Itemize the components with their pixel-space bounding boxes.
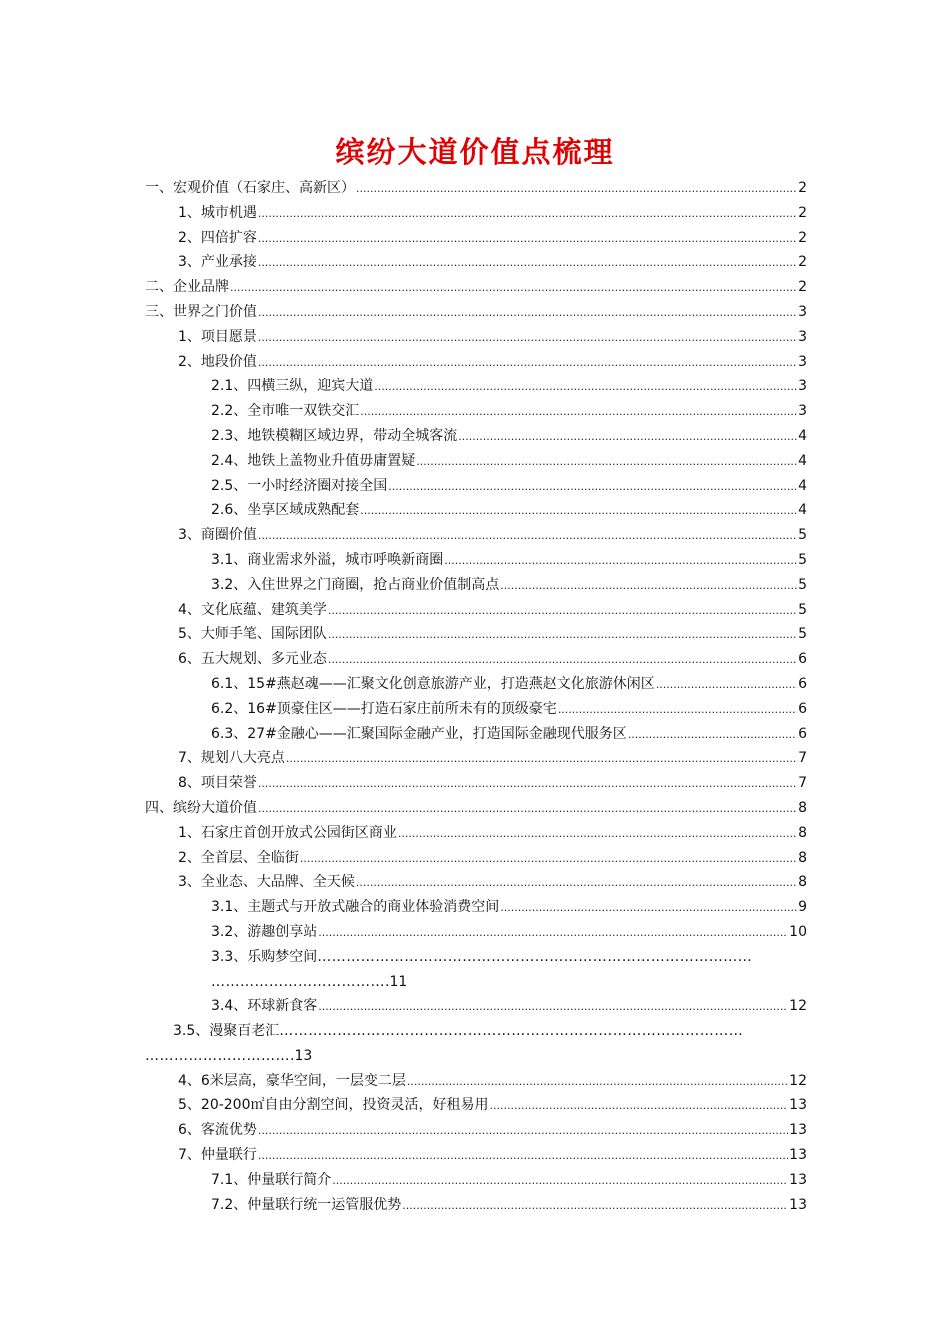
toc-leader-dots xyxy=(258,227,797,252)
toc-entry[interactable] xyxy=(145,1118,807,1143)
toc-leader-dots xyxy=(444,549,797,574)
toc-entry-label: 6、客流优势 xyxy=(178,1122,257,1139)
toc-page-number: 12 xyxy=(789,998,807,1015)
toc-entry-label: 4、6米层高，豪华空间，一层变二层 xyxy=(178,1072,406,1089)
toc-entry-label: 3、产业承接 xyxy=(178,254,257,271)
toc-leader-dots xyxy=(258,1144,788,1169)
toc-entry-label: 1、石家庄首创开放式公园街区商业 xyxy=(178,824,397,841)
toc-entry-wrapped[interactable] xyxy=(145,1019,807,1069)
toc-entry[interactable] xyxy=(145,771,807,796)
toc-leader-dots xyxy=(258,524,797,549)
toc-page-number: .13 xyxy=(290,1047,313,1064)
toc-leader-dots xyxy=(258,1119,788,1144)
toc-entry[interactable] xyxy=(145,697,807,722)
toc-entry-label: 2.1、四横三纵，迎宾大道 xyxy=(211,378,374,395)
toc-leader-dots xyxy=(258,301,797,326)
toc-entry-label: 3.3、乐购梦空间 xyxy=(211,948,318,965)
toc-entry-wrapped[interactable] xyxy=(145,945,807,995)
toc-page-number: 3 xyxy=(798,378,807,395)
toc-leader-dots xyxy=(398,822,797,847)
toc-page-number: 2 xyxy=(798,204,807,221)
toc-leader-dots xyxy=(258,772,797,797)
toc-entry[interactable] xyxy=(145,449,807,474)
toc-entry[interactable] xyxy=(145,1168,807,1193)
toc-entry-label: 2、四倍扩容 xyxy=(178,229,257,246)
toc-entry[interactable] xyxy=(145,746,807,771)
toc-entry-label: 6.1、15#燕赵魂——汇聚文化创意旅游产业，打造燕赵文化旅游休闲区 xyxy=(211,675,655,692)
toc-entry-label: 7.1、仲量联行简介 xyxy=(211,1171,332,1188)
toc-entry-label: 5、大师手笔、国际团队 xyxy=(178,626,327,643)
toc-entry-label: 三、世界之门价值 xyxy=(145,303,257,320)
toc-entry-label: 3.1、主题式与开放式融合的商业体验消费空间 xyxy=(211,899,500,916)
toc-leader-dots xyxy=(286,747,797,772)
toc-page-number: 8 xyxy=(798,824,807,841)
toc-entry[interactable] xyxy=(145,573,807,598)
toc-leader-dots xyxy=(230,276,797,301)
toc-page-number: 2 xyxy=(798,254,807,271)
toc-entry-label: 2.2、全市唯一双铁交汇 xyxy=(211,403,360,420)
toc-leader-dots xyxy=(318,995,788,1020)
toc-entry-label: 1、城市机遇 xyxy=(178,204,257,221)
toc-page-number: 4 xyxy=(798,502,807,519)
toc-page-number: 2 xyxy=(798,279,807,296)
toc-entry-label: 2.3、地铁模糊区域边界，带动全城客流 xyxy=(211,427,458,444)
toc-page-number: 3 xyxy=(798,403,807,420)
toc-page-number: 6 xyxy=(798,725,807,742)
toc-leader-dots xyxy=(332,1169,788,1194)
toc-entry-label: 3.1、商业需求外溢，城市呼唤新商圈 xyxy=(211,551,444,568)
toc-leader-dots xyxy=(402,1194,788,1219)
toc-leader-dots: ………………………… xyxy=(145,1047,290,1064)
toc-page-number: 3 xyxy=(798,303,807,320)
toc-page-number: .11 xyxy=(385,973,408,990)
toc-entry-label: 2.4、地铁上盖物业升值毋庸置疑 xyxy=(211,452,416,469)
toc-leader-dots xyxy=(258,251,797,276)
toc-leader-dots xyxy=(356,871,797,896)
toc-page-number: 4 xyxy=(798,477,807,494)
toc-entry-label: 3、商圈价值 xyxy=(178,527,257,544)
toc-page-number: 5 xyxy=(798,551,807,568)
toc-entry[interactable] xyxy=(145,672,807,697)
toc-entry-label: 2、全首层、全临街 xyxy=(178,849,299,866)
toc-page-number: 13 xyxy=(789,1171,807,1188)
toc-page-number: 5 xyxy=(798,601,807,618)
toc-leader-dots xyxy=(490,1094,789,1119)
toc-page-number: 7 xyxy=(798,750,807,767)
toc-entry-label: 8、项目荣誉 xyxy=(178,775,257,792)
toc-page-number: 6 xyxy=(798,651,807,668)
toc-page-number: 5 xyxy=(798,576,807,593)
toc-entry[interactable] xyxy=(145,870,807,895)
toc-leader-dots xyxy=(500,896,797,921)
toc-entry[interactable] xyxy=(145,1069,807,1094)
toc-page-number: 12 xyxy=(789,1072,807,1089)
toc-leader-dots xyxy=(656,673,797,698)
toc-entry[interactable] xyxy=(145,226,807,251)
toc-entry[interactable] xyxy=(145,994,807,1019)
toc-leader-dots xyxy=(458,425,797,450)
toc-entry-label: 1、项目愿景 xyxy=(178,328,257,345)
toc-entry-label: 一、宏观价值（石家庄、高新区） xyxy=(145,180,355,196)
toc-leader-dots xyxy=(356,177,797,202)
toc-entry-label: 7.2、仲量联行统一运管服优势 xyxy=(211,1196,402,1213)
toc-leader-dots: ……………………………… xyxy=(211,973,385,990)
toc-entry-label: 2、地段价值 xyxy=(178,353,257,370)
toc-page-number: 6 xyxy=(798,700,807,717)
toc-entry[interactable] xyxy=(145,821,807,846)
toc-entry[interactable] xyxy=(145,796,807,821)
toc-leader-dots xyxy=(258,202,797,227)
toc-leader-dots xyxy=(374,375,797,400)
toc-page-number: 6 xyxy=(798,675,807,692)
toc-leader-dots xyxy=(328,648,797,673)
toc-entry-label: 6.2、16#顶豪住区——打造石家庄前所未有的顶级豪宅 xyxy=(211,700,557,717)
toc-entry-label: 3、全业态、大品牌、全天候 xyxy=(178,874,355,891)
toc-entry[interactable] xyxy=(145,350,807,375)
toc-entry-label: 6.3、27#金融心——汇聚国际金融产业，打造国际金融现代服务区 xyxy=(211,725,627,742)
toc-leader-dots xyxy=(407,1070,788,1095)
toc-page-number: 13 xyxy=(789,1097,807,1114)
toc-entry[interactable] xyxy=(145,399,807,424)
toc-page-number: 5 xyxy=(798,527,807,544)
toc-entry[interactable] xyxy=(145,895,807,920)
toc-entry[interactable] xyxy=(145,374,807,399)
toc-entry[interactable] xyxy=(145,176,807,201)
document-title: 缤纷大道价值点梳理 xyxy=(335,135,615,169)
toc-entry-label: 3.5、漫聚百老汇 xyxy=(173,1023,280,1040)
toc-page-number: 8 xyxy=(798,849,807,866)
toc-leader-dots xyxy=(258,326,797,351)
toc-leader-dots xyxy=(360,400,797,425)
toc-entry[interactable] xyxy=(145,598,807,623)
toc-entry-label: 4、文化底蕴、建筑美学 xyxy=(178,601,327,618)
toc-leader-dots: ……………………………………………………………………………… xyxy=(317,948,753,965)
toc-page-number: 2 xyxy=(798,229,807,246)
toc-entry[interactable] xyxy=(145,201,807,226)
table-of-contents xyxy=(145,176,807,1217)
toc-entry-label: 二、企业品牌 xyxy=(145,279,229,296)
toc-entry[interactable] xyxy=(145,1193,807,1218)
toc-page-number: 13 xyxy=(789,1122,807,1139)
toc-entry-label: 3.2、入住世界之门商圈，抢占商业价值制高点 xyxy=(211,576,500,593)
toc-page-number: 13 xyxy=(789,1196,807,1213)
toc-page-number: 4 xyxy=(798,427,807,444)
toc-leader-dots xyxy=(388,475,797,500)
toc-page-number: 10 xyxy=(789,923,807,940)
toc-entry[interactable] xyxy=(145,722,807,747)
toc-entry-label: 3.2、游趣创享站 xyxy=(211,923,318,940)
toc-entry[interactable] xyxy=(145,325,807,350)
toc-entry[interactable] xyxy=(145,498,807,523)
toc-entry-label: 3.4、环球新食客 xyxy=(211,998,318,1015)
toc-part-2 xyxy=(145,1069,807,1218)
toc-leader-dots: …………………………………………………………………………………… xyxy=(279,1023,744,1040)
toc-page-number: 9 xyxy=(798,899,807,916)
toc-entry[interactable] xyxy=(145,647,807,672)
toc-page-number: 8 xyxy=(798,799,807,816)
toc-page-number: 8 xyxy=(798,874,807,891)
toc-page-number: 5 xyxy=(798,626,807,643)
toc-entry-label: 四、缤纷大道价值 xyxy=(145,799,257,816)
toc-page-number: 4 xyxy=(798,452,807,469)
toc-entry[interactable] xyxy=(145,424,807,449)
toc-entry[interactable] xyxy=(145,300,807,325)
toc-part-1 xyxy=(145,176,807,945)
toc-entry[interactable] xyxy=(145,474,807,499)
toc-leader-dots xyxy=(300,847,797,872)
toc-leader-dots xyxy=(558,698,797,723)
toc-leader-dots xyxy=(258,797,797,822)
toc-entry[interactable] xyxy=(145,846,807,871)
toc-entry[interactable] xyxy=(145,920,807,945)
toc-entry[interactable] xyxy=(145,548,807,573)
toc-entry-label: 2.5、一小时经济圈对接全国 xyxy=(211,477,388,494)
toc-entry-label: 2.6、坐享区域成熟配套 xyxy=(211,502,360,519)
toc-entry-label: 6、五大规划、多元业态 xyxy=(178,651,327,668)
toc-page-number: 3 xyxy=(798,353,807,370)
toc-page-number: 13 xyxy=(789,1147,807,1164)
toc-page-number: 3 xyxy=(798,328,807,345)
toc-entry[interactable] xyxy=(145,250,807,275)
toc-page-number: 7 xyxy=(798,775,807,792)
toc-entry[interactable] xyxy=(145,622,807,647)
toc-leader-dots xyxy=(360,499,797,524)
toc-leader-dots xyxy=(500,574,797,599)
toc-entry-label: 7、仲量联行 xyxy=(178,1147,257,1164)
toc-leader-dots xyxy=(628,723,797,748)
toc-leader-dots xyxy=(328,623,797,648)
toc-entry-label: 5、20-200㎡自由分割空间，投资灵活，好租易用 xyxy=(178,1097,489,1114)
toc-leader-dots xyxy=(416,450,797,475)
toc-entry[interactable] xyxy=(145,275,807,300)
toc-entry[interactable] xyxy=(145,523,807,548)
toc-leader-dots xyxy=(318,921,788,946)
toc-leader-dots xyxy=(328,599,797,624)
toc-entry[interactable] xyxy=(145,1143,807,1168)
toc-entry-label: 7、规划八大亮点 xyxy=(178,750,285,767)
toc-leader-dots xyxy=(258,351,797,376)
toc-page-number: 2 xyxy=(798,180,807,196)
toc-entry[interactable] xyxy=(145,1093,807,1118)
